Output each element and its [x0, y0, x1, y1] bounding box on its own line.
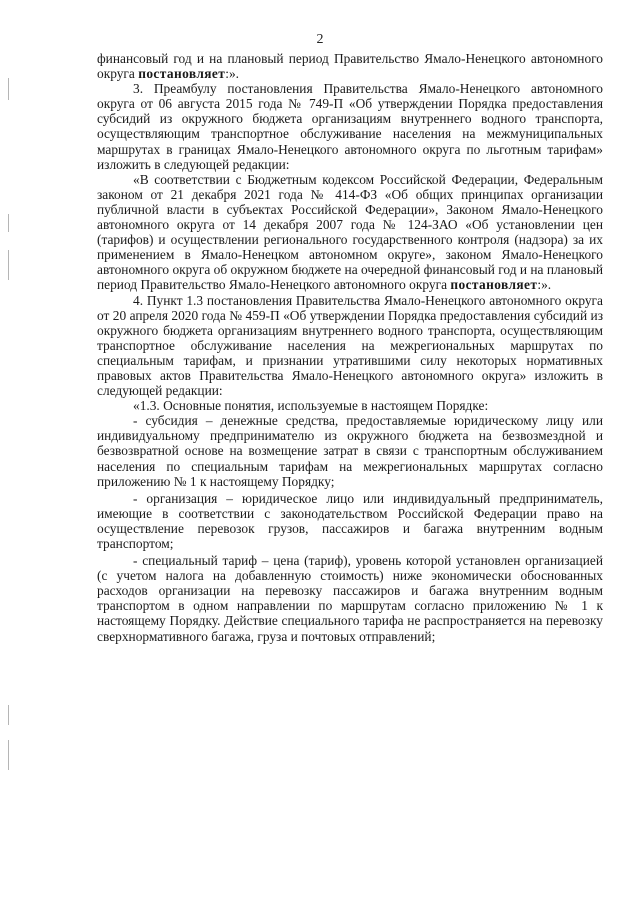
bold-keyword: постановляет	[450, 277, 538, 293]
scan-margin-marks	[8, 0, 12, 905]
definition-special-tariff: - специальный тариф – цена (тариф), уровень которой установлен организацией (с учетом налога на добавленную стоимость) ниже экономически обоснованных расходов организации на перевозку пассажиров и багажа внутренним водным транспортом в одном направлении по маршрутам согласно приложению № 1 к настоящему Порядку. Действие специального тарифа не распространяется на перевозку сверхнормативного багажа, груза и почтовых отправлений;	[97, 553, 603, 644]
document-body	[97, 51, 603, 644]
definition-organization: - организация – юридическое лицо или индивидуальный предприниматель, имеющие в соответствии с законодательством Российской Федерации право на осуществление перевозок грузов, пассажиров и багажа внутренним водным транспортом;	[97, 490, 603, 551]
paragraph-item-3: 3. Преамбулу постановления Правительства Ямало-Ненецкого автономного округа от 06 августа 2015 года № 749-П «Об утверждении Порядка предоставления субсидий из окружного бюджета организациям внутреннего водного транспорта, осуществляющим транспортное обслуживание населения на межмуниципальных маршрутах в границах Ямало-Ненецкого автономного округа по льготным тарифам» изложить в следующей редакции:	[97, 81, 603, 172]
paragraph-preamble-quote: «В соответствии с Бюджетным кодексом Российской Федерации, Федеральным законом от 21 декабря 2021 года № 414-ФЗ «Об общих принципах организации публичной власти в субъектах Российской Федерации», Законом Ямало-Ненецкого автономного округа от 14 декабря 2007 года № 124-ЗАО «Об установлении цен (тарифов) и осуществлении регионального государственного контроля (надзора) за их применением в Ямало-Ненецком автономном округе», законом Ямало-Ненецкого автономного округа об окружном бюджете на очередной финансовый год и на плановый период Правительство Ямало-Ненецкого автономного округа постановляет:».	[97, 171, 603, 293]
paragraph-continuation: финансовый год и на плановый период Правительство Ямало-Ненецкого автономного округа постановляет:».	[97, 51, 603, 82]
page-number: 2	[316, 32, 324, 47]
definition-subsidy: - субсидия – денежные средства, предоставляемые юридическому лицу или индивидуальному предпринимателю из окружного бюджета на безвозмездной и безвозвратной основе на возмещение затрат в связи с транспортным обслуживанием населения по специальным тарифам на межрегиональных маршрутах согласно приложению № 1 к настоящему Порядку;	[97, 413, 603, 489]
paragraph-item-4: 4. Пункт 1.3 постановления Правительства Ямало-Ненецкого автономного округа от 20 апреля 2020 года № 459-П «Об утверждении Порядка предоставления субсидий из окружного бюджета организациям внутреннего водного транспорта, осуществляющим транспортное обслуживание населения на межрегиональных маршрутах по специальным тарифам, и признании утратившими силу некоторых нормативных правовых актов Правительства Ямало-Ненецкого автономного округа» изложить в следующей редакции:	[97, 292, 603, 399]
paragraph-section-1-3: «1.3. Основные понятия, используемые в настоящем Порядке:	[133, 398, 489, 414]
bold-keyword: постановляет	[138, 66, 226, 82]
